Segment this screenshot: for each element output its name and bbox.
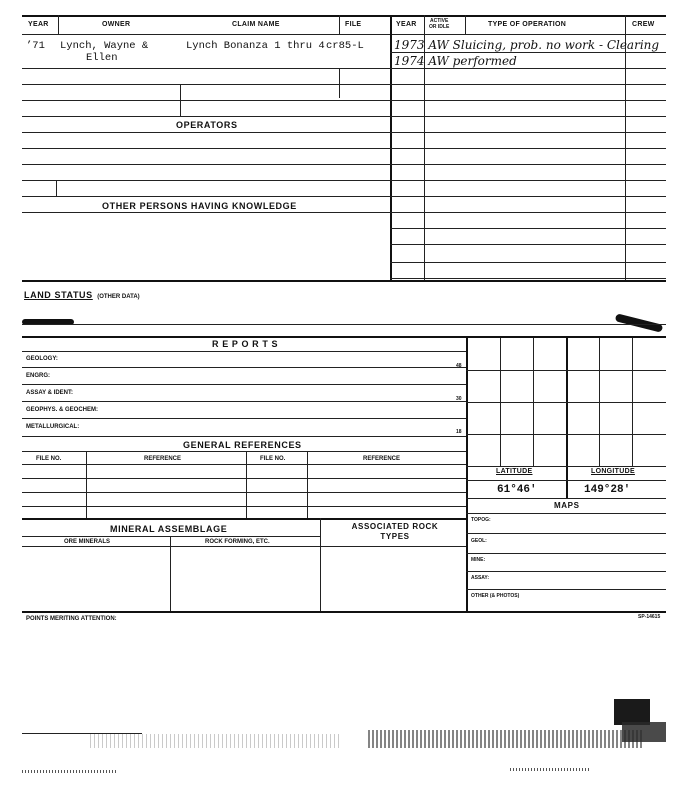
activity-row-line [390, 212, 666, 213]
maps-assay: ASSAY: [471, 575, 490, 581]
row-line [22, 68, 390, 69]
report-row-line [22, 401, 466, 402]
header-active: ACTIVE [430, 18, 449, 24]
genref-reference-2: REFERENCE [363, 456, 401, 462]
activity-row-line [390, 84, 666, 85]
general-ref-line [22, 478, 466, 479]
genref-col [246, 451, 247, 518]
activity-row-line [390, 132, 666, 133]
maps-header-line [466, 513, 666, 514]
record-claim-name: Lynch Bonanza 1 thru 4 [186, 40, 325, 52]
activity-row-2: 1974 AW performed [394, 54, 517, 68]
genref-reference-1: REFERENCE [144, 456, 182, 462]
row-line [22, 100, 390, 101]
mineral-top-line [22, 518, 466, 520]
mineral-sub-line [22, 546, 466, 547]
activity-row-line [390, 68, 666, 69]
report-assay: ASSAY & IDENT: [26, 390, 74, 396]
form-bottom-line [22, 611, 666, 613]
record-file: cr85-L [326, 40, 364, 52]
longitude-value: 149°28' [584, 484, 631, 496]
scan-noise-band-dark [368, 730, 643, 748]
header-bottom-line [22, 34, 666, 35]
general-ref-line [22, 492, 466, 493]
latitude-value: 61°46' [497, 484, 537, 496]
header-type-of-operation: TYPE OF OPERATION [488, 21, 567, 28]
scan-noise-band [90, 734, 340, 748]
genref-file-no-1: FILE NO. [36, 456, 62, 462]
mineral-col [170, 536, 171, 612]
land-status-sublabel: (OTHER DATA) [97, 294, 140, 300]
maps-row-line [466, 553, 666, 554]
activity-row-line [390, 100, 666, 101]
report-scale-30: 30 [456, 396, 462, 402]
owner-row-sep [180, 84, 181, 116]
header-owner: OWNER [102, 21, 131, 28]
report-geology: GEOLOGY: [26, 356, 58, 362]
activity-row-line [390, 180, 666, 181]
maps-row-line [466, 571, 666, 572]
header-year-2: YEAR [396, 21, 417, 28]
top-border [22, 15, 666, 17]
activity-row-line [390, 244, 666, 245]
lat-long-bottom [466, 498, 666, 499]
row-line [22, 132, 390, 133]
reports-heading: R E P O R T S [212, 339, 279, 349]
land-status-top-line [22, 280, 666, 282]
maps-row-line [466, 589, 666, 590]
maps-geol: GEOL: [471, 538, 487, 544]
activity-row-1: 1973 AW Sluicing, prob. no work - Clearing [394, 38, 660, 52]
maps-row-line [466, 533, 666, 534]
report-row-line [22, 418, 466, 419]
mineral-col [320, 518, 321, 612]
grid-row [466, 466, 666, 467]
activity-row-line [390, 228, 666, 229]
latitude-label: LATITUDE [496, 468, 533, 475]
activity-row-line [390, 52, 666, 53]
record-owner-line1: Lynch, Wayne & [60, 40, 149, 52]
header-claim-name: CLAIM NAME [232, 21, 280, 28]
report-metallurgical: METALLURGICAL: [26, 424, 80, 430]
land-status-line [22, 324, 666, 325]
operators-heading: OPERATORS [176, 120, 238, 130]
row-line [22, 116, 390, 117]
owner-row-sep [339, 68, 340, 98]
header-crew: CREW [632, 21, 655, 28]
report-row-line [22, 384, 466, 385]
row-line [22, 180, 390, 181]
points-meriting-attention: POINTS MERITING ATTENTION: [26, 616, 117, 622]
grid-row [466, 434, 666, 435]
scan-noise-bottom-2 [510, 768, 590, 771]
grid-row [466, 370, 666, 371]
row-line [22, 84, 390, 85]
report-scale-48: 48 [456, 363, 462, 369]
grid-row [466, 402, 666, 403]
operators-row-sep [56, 180, 57, 196]
reports-header-line [22, 351, 466, 352]
row-line [22, 196, 390, 197]
row-line [22, 212, 390, 213]
mineral-assemblage-heading: MINERAL ASSEMBLAGE [110, 524, 228, 534]
grid-col-mid [566, 338, 568, 498]
genref-file-no-2: FILE NO. [260, 456, 286, 462]
activity-row-line [390, 278, 666, 279]
maps-topog: TOPOG: [471, 517, 491, 523]
land-status-ink-mark-right [615, 313, 664, 332]
report-geophys: GEOPHYS. & GEOCHEM: [26, 407, 99, 413]
maps-mine: MINE: [471, 557, 486, 563]
maps-other: OTHER (& PHOTOS) [471, 593, 520, 599]
header-file: FILE [345, 21, 362, 28]
land-status-label: LAND STATUS [24, 290, 93, 300]
row-line [22, 148, 390, 149]
general-ref-line [22, 464, 466, 465]
other-persons-heading: OTHER PERSONS HAVING KNOWLEDGE [102, 201, 297, 211]
longitude-label: LONGITUDE [591, 468, 635, 475]
col-sep-file [339, 15, 340, 34]
row-line [22, 164, 390, 165]
general-ref-line [22, 451, 466, 452]
land-status-heading [24, 285, 140, 303]
activity-row-line [390, 196, 666, 197]
rock-forming-label: ROCK FORMING, ETC. [205, 539, 270, 545]
general-references-heading: GENERAL REFERENCES [183, 440, 302, 450]
record-owner-line2: Ellen [86, 52, 118, 64]
associated-rock-types-heading [350, 522, 440, 542]
scan-noise-block-2 [622, 722, 666, 742]
maps-heading: MAPS [554, 501, 580, 510]
report-row-line [22, 367, 466, 368]
mineral-sub-line [22, 536, 320, 537]
report-row-line [22, 436, 466, 437]
activity-row-line [390, 262, 666, 263]
associated-rock-types-label: ASSOCIATED ROCK TYPES [351, 522, 439, 541]
activity-row-line [390, 164, 666, 165]
report-engrg: ENGRG: [26, 373, 50, 379]
general-ref-line [22, 506, 466, 507]
genref-col [307, 451, 308, 518]
lat-long-line [466, 480, 666, 481]
genref-col [86, 451, 87, 518]
form-id: SP-14615 [638, 614, 661, 620]
col-sep-type [465, 15, 466, 34]
report-scale-18: 18 [456, 429, 462, 435]
record-year: ’71 [26, 40, 45, 52]
header-year: YEAR [28, 21, 49, 28]
col-sep-year [58, 15, 59, 34]
header-or-idle: OR IDLE [429, 24, 450, 30]
ore-minerals-label: ORE MINERALS [64, 539, 111, 545]
reports-top-line [22, 336, 666, 338]
activity-row-line [390, 116, 666, 117]
scan-noise-bottom [22, 770, 118, 773]
activity-row-line [390, 148, 666, 149]
